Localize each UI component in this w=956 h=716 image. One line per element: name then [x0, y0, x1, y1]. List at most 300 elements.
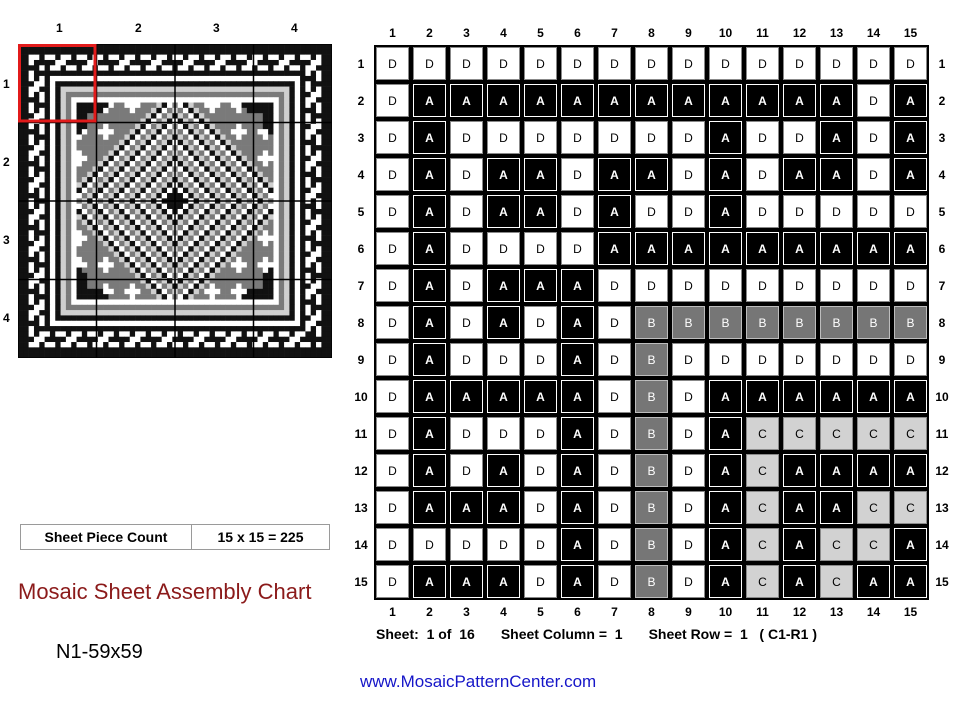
grid-cell-letter: A	[413, 195, 446, 228]
grid-cell	[448, 45, 485, 82]
grid-cell-letter: D	[820, 47, 853, 80]
grid-cell-letter: D	[672, 195, 705, 228]
grid-cell-letter: D	[561, 47, 594, 80]
grid-cell	[485, 119, 522, 156]
column-label-bottom: 4	[500, 605, 507, 619]
grid-cell	[744, 378, 781, 415]
grid-cell	[522, 304, 559, 341]
grid-cell	[559, 526, 596, 563]
grid-cell-letter: A	[487, 380, 520, 413]
grid-cell	[374, 119, 411, 156]
grid-cell-letter: D	[450, 47, 483, 80]
grid-cell-letter: B	[672, 306, 705, 339]
grid-cell-letter: D	[598, 306, 631, 339]
grid-cell-letter: D	[598, 528, 631, 561]
grid-cell-letter: D	[376, 491, 409, 524]
grid-cell-letter: A	[709, 121, 742, 154]
grid-cell	[670, 415, 707, 452]
grid-cell	[596, 452, 633, 489]
grid-cell	[596, 193, 633, 230]
grid-cell	[707, 563, 744, 600]
grid-cell-letter: D	[598, 269, 631, 302]
grid-cell	[374, 304, 411, 341]
grid-cell	[818, 267, 855, 304]
grid-cell-letter: A	[857, 232, 890, 265]
grid-cell	[781, 452, 818, 489]
pattern-thumbnail	[18, 44, 332, 358]
grid-cell	[374, 452, 411, 489]
row-label-right: 11	[935, 427, 949, 441]
row-label-left: 14	[354, 538, 368, 552]
grid-cell-letter: C	[820, 565, 853, 598]
grid-cell-letter: A	[820, 121, 853, 154]
grid-cell-letter: D	[894, 269, 927, 302]
grid-cell	[633, 230, 670, 267]
grid-cell-letter: D	[450, 121, 483, 154]
grid-cell-letter: A	[450, 380, 483, 413]
grid-cell-letter: D	[857, 84, 890, 117]
grid-cell-letter: D	[598, 121, 631, 154]
grid-cell	[448, 526, 485, 563]
column-label-bottom: 14	[866, 605, 881, 619]
grid-cell	[744, 489, 781, 526]
grid-cell-letter: A	[783, 454, 816, 487]
grid-cell	[670, 378, 707, 415]
grid-cell	[596, 489, 633, 526]
row-label-right: 4	[938, 168, 946, 182]
grid-cell	[744, 82, 781, 119]
grid-cell-letter: D	[524, 417, 557, 450]
grid-cell	[855, 304, 892, 341]
row-label-right: 10	[935, 390, 949, 404]
grid-cell	[411, 489, 448, 526]
grid-cell-letter: D	[746, 121, 779, 154]
grid-cell	[670, 304, 707, 341]
row-label-left: 3	[357, 131, 365, 145]
grid-cell-letter: B	[635, 491, 668, 524]
grid-cell	[522, 341, 559, 378]
grid-cell-letter: A	[487, 491, 520, 524]
grid-cell	[707, 341, 744, 378]
grid-cell	[411, 45, 448, 82]
grid-cell-letter: D	[857, 195, 890, 228]
grid-cell	[707, 526, 744, 563]
grid-cell	[633, 193, 670, 230]
grid-cell	[522, 230, 559, 267]
column-label-bottom: 10	[718, 605, 733, 619]
grid-cell-letter: D	[524, 454, 557, 487]
grid-cell	[855, 489, 892, 526]
grid-cell-letter: B	[635, 306, 668, 339]
grid-cell	[448, 415, 485, 452]
grid-cell	[892, 378, 929, 415]
column-label-top: 1	[389, 26, 396, 40]
grid-cell-letter: A	[820, 491, 853, 524]
grid-cell	[485, 304, 522, 341]
website-link[interactable]: www.MosaicPatternCenter.com	[360, 672, 597, 691]
grid-cell-letter: C	[746, 565, 779, 598]
grid-cell	[633, 489, 670, 526]
row-label-right: 6	[938, 242, 946, 256]
grid-cell-letter: D	[487, 343, 520, 376]
grid-cell	[855, 341, 892, 378]
row-label-right: 8	[938, 316, 946, 330]
grid-cell	[744, 230, 781, 267]
grid-cell-letter: D	[635, 269, 668, 302]
grid-cell-letter: D	[450, 232, 483, 265]
grid-cell-letter: D	[635, 47, 668, 80]
grid-cell	[448, 230, 485, 267]
grid-cell	[448, 193, 485, 230]
grid-cell-letter: D	[450, 454, 483, 487]
grid-cell-letter: D	[672, 417, 705, 450]
grid-cell-letter: D	[487, 417, 520, 450]
grid-cell	[559, 415, 596, 452]
grid-cell	[855, 45, 892, 82]
grid-cell	[892, 119, 929, 156]
grid-cell-letter: D	[376, 84, 409, 117]
grid-cell	[781, 415, 818, 452]
grid-cell	[411, 341, 448, 378]
grid-cell-letter: B	[709, 306, 742, 339]
grid-cell-letter: C	[857, 417, 890, 450]
grid-cell	[448, 489, 485, 526]
grid-cell	[744, 267, 781, 304]
grid-cell	[818, 82, 855, 119]
grid-cell	[485, 341, 522, 378]
grid-cell-letter: A	[894, 121, 927, 154]
grid-cell-letter: A	[524, 84, 557, 117]
grid-cell	[818, 341, 855, 378]
grid-cell	[522, 193, 559, 230]
grid-cell-letter: D	[487, 232, 520, 265]
grid-cell	[892, 230, 929, 267]
grid-cell	[781, 267, 818, 304]
grid-cell	[670, 489, 707, 526]
grid-cell-letter: A	[413, 306, 446, 339]
column-label-bottom: 2	[426, 605, 433, 619]
grid-cell	[522, 415, 559, 452]
grid-cell-letter: D	[672, 121, 705, 154]
grid-cell	[559, 45, 596, 82]
grid-cell	[448, 119, 485, 156]
grid-cell-letter: D	[635, 195, 668, 228]
grid-cell-letter: A	[598, 232, 631, 265]
grid-cell	[374, 230, 411, 267]
grid-cell-letter: D	[672, 269, 705, 302]
grid-cell	[448, 82, 485, 119]
grid-cell	[781, 563, 818, 600]
grid-cell-letter: A	[894, 232, 927, 265]
grid-cell	[670, 267, 707, 304]
thumb-col-label-4: 4	[291, 21, 298, 35]
grid-cell	[559, 267, 596, 304]
grid-cell-letter: A	[783, 232, 816, 265]
grid-cell	[781, 341, 818, 378]
grid-cell-letter: C	[894, 491, 927, 524]
grid-cell-letter: B	[635, 380, 668, 413]
grid-cell	[781, 489, 818, 526]
grid-cell-letter: C	[746, 491, 779, 524]
row-label-right: 7	[938, 279, 946, 293]
grid-cell-letter: A	[894, 454, 927, 487]
grid-cell-letter: D	[783, 195, 816, 228]
grid-cell	[374, 526, 411, 563]
grid-cell	[485, 415, 522, 452]
grid-cell-letter: D	[524, 528, 557, 561]
grid-cell	[744, 119, 781, 156]
grid-cell	[485, 526, 522, 563]
grid-cell-letter: D	[783, 343, 816, 376]
row-label-right: 9	[938, 353, 946, 367]
row-label-left: 1	[357, 57, 365, 71]
grid-cell-letter: D	[524, 47, 557, 80]
grid-cell	[707, 156, 744, 193]
grid-cell-letter: A	[524, 195, 557, 228]
grid-cell	[707, 193, 744, 230]
grid-cell-letter: A	[598, 195, 631, 228]
grid-cell	[485, 452, 522, 489]
grid-cell	[374, 267, 411, 304]
grid-cell	[485, 156, 522, 193]
column-label-bottom: 9	[685, 605, 692, 619]
grid-cell	[670, 230, 707, 267]
grid-cell	[707, 452, 744, 489]
grid-cell	[559, 304, 596, 341]
grid-cell-letter: A	[413, 380, 446, 413]
grid-cell	[855, 378, 892, 415]
grid-cell	[744, 341, 781, 378]
grid-cell	[744, 415, 781, 452]
grid-cell	[633, 341, 670, 378]
column-label-bottom: 1	[389, 605, 396, 619]
grid-cell-letter: D	[783, 269, 816, 302]
grid-cell-letter: A	[413, 565, 446, 598]
sheet-info	[376, 626, 817, 642]
grid-cell	[670, 119, 707, 156]
grid-cell	[670, 45, 707, 82]
row-label-right: 3	[938, 131, 946, 145]
grid-cell-letter: B	[746, 306, 779, 339]
grid-cell-letter: A	[524, 158, 557, 191]
grid-cell	[818, 230, 855, 267]
grid-cell	[633, 563, 670, 600]
grid-cell	[411, 304, 448, 341]
grid-cell	[596, 230, 633, 267]
grid-cell	[670, 82, 707, 119]
grid-cell-letter: A	[561, 380, 594, 413]
grid-cell	[744, 452, 781, 489]
grid-cell-letter: D	[413, 528, 446, 561]
grid-cell-letter: D	[524, 565, 557, 598]
row-label-left: 13	[354, 501, 368, 515]
column-label-top: 5	[537, 26, 544, 40]
column-label-bottom: 3	[463, 605, 470, 619]
grid-cell-letter: A	[413, 269, 446, 302]
thumb-row-label-4: 4	[3, 311, 10, 325]
grid-cell-letter: D	[672, 454, 705, 487]
grid-cell	[707, 230, 744, 267]
grid-cell-letter: D	[487, 528, 520, 561]
grid-cell-letter: A	[709, 528, 742, 561]
pattern-id: N1-59x59	[56, 641, 143, 663]
grid-cell	[596, 341, 633, 378]
grid-cell-letter: D	[894, 195, 927, 228]
grid-cell	[892, 341, 929, 378]
column-label-top: 11	[756, 26, 769, 40]
piece-count-table	[20, 524, 330, 550]
grid-cell-letter: A	[561, 269, 594, 302]
grid-cell-letter: D	[746, 269, 779, 302]
grid-cell-letter: A	[709, 380, 742, 413]
grid-cell	[781, 230, 818, 267]
grid-cell-letter: C	[820, 417, 853, 450]
grid-cell-letter: D	[561, 232, 594, 265]
row-label-left: 5	[357, 205, 365, 219]
grid-cell-letter: A	[820, 84, 853, 117]
grid-cell	[781, 304, 818, 341]
grid-cell	[670, 341, 707, 378]
grid-cell	[411, 563, 448, 600]
grid-cell-letter: A	[487, 195, 520, 228]
grid-cell-letter: D	[598, 454, 631, 487]
grid-cell	[485, 378, 522, 415]
grid-cell-letter: D	[376, 528, 409, 561]
grid-cell	[633, 415, 670, 452]
grid-cell	[855, 82, 892, 119]
grid-cell	[522, 82, 559, 119]
grid-cell-letter: D	[709, 343, 742, 376]
grid-cell-letter: A	[561, 565, 594, 598]
sheet-number: Sheet: 1 of 16	[376, 626, 475, 642]
row-label-left: 9	[357, 353, 365, 367]
grid-cell-letter: D	[783, 47, 816, 80]
row-label-left: 11	[354, 427, 368, 441]
grid-cell-letter: A	[561, 306, 594, 339]
grid-cell	[374, 378, 411, 415]
grid-cell	[596, 304, 633, 341]
grid-cell-letter: D	[894, 343, 927, 376]
grid-cell-letter: D	[524, 121, 557, 154]
grid-cell-letter: A	[561, 491, 594, 524]
grid-cell-letter: D	[672, 47, 705, 80]
grid-cell	[411, 452, 448, 489]
grid-cell	[892, 45, 929, 82]
column-label-bottom: 6	[574, 605, 581, 619]
grid-cell	[596, 378, 633, 415]
column-label-top: 3	[463, 26, 470, 40]
grid-cell	[559, 563, 596, 600]
grid-cell	[707, 267, 744, 304]
grid-cell-letter: A	[783, 84, 816, 117]
grid-cell-letter: D	[376, 343, 409, 376]
grid-cell-letter: D	[783, 121, 816, 154]
grid-cell-letter: A	[894, 565, 927, 598]
column-label-top: 8	[648, 26, 655, 40]
grid-cell	[559, 193, 596, 230]
row-label-left: 6	[357, 242, 365, 256]
grid-cell-letter: A	[561, 84, 594, 117]
column-label-top: 10	[718, 26, 733, 40]
grid-cell	[485, 193, 522, 230]
grid-cell-letter: C	[857, 528, 890, 561]
grid-cell	[596, 119, 633, 156]
grid-cell-letter: A	[413, 232, 446, 265]
grid-cell-letter: D	[672, 380, 705, 413]
grid-cell	[707, 82, 744, 119]
grid-cell	[374, 193, 411, 230]
grid-cell-letter: A	[487, 158, 520, 191]
grid-cell-letter: B	[635, 528, 668, 561]
grid-cell	[374, 82, 411, 119]
column-label-bottom: 13	[829, 605, 844, 619]
grid-cell-letter: D	[413, 47, 446, 80]
grid-cell-letter: D	[857, 121, 890, 154]
grid-cell-letter: C	[783, 417, 816, 450]
grid-cell	[707, 415, 744, 452]
grid-cell-letter: A	[820, 454, 853, 487]
grid-cell-letter: B	[635, 454, 668, 487]
grid-cell-letter: D	[376, 158, 409, 191]
grid-cell	[596, 415, 633, 452]
grid-cell-letter: A	[820, 380, 853, 413]
row-label-right: 2	[938, 94, 946, 108]
grid-cell-letter: D	[746, 195, 779, 228]
column-label-top: 14	[866, 26, 881, 40]
grid-cell	[559, 156, 596, 193]
grid-cell-letter: A	[450, 84, 483, 117]
grid-cell-letter: D	[635, 121, 668, 154]
grid-cell-letter: C	[857, 491, 890, 524]
grid-cell-letter: A	[635, 84, 668, 117]
grid-cell	[522, 526, 559, 563]
grid-cell-letter: A	[524, 380, 557, 413]
grid-cell	[559, 341, 596, 378]
column-label-bottom: 7	[611, 605, 618, 619]
row-label-right: 14	[935, 538, 949, 552]
grid-cell-letter: C	[746, 417, 779, 450]
column-label-bottom: 8	[648, 605, 655, 619]
column-label-top: 4	[500, 26, 507, 40]
grid-cell	[448, 156, 485, 193]
column-label-top: 13	[829, 26, 844, 40]
row-label-left: 2	[357, 94, 365, 108]
grid-cell-letter: D	[746, 47, 779, 80]
grid-cell	[781, 526, 818, 563]
thumb-col-label-2: 2	[135, 21, 142, 35]
grid-cell-letter: D	[376, 195, 409, 228]
grid-cell	[374, 341, 411, 378]
grid-cell	[818, 489, 855, 526]
grid-cell	[374, 156, 411, 193]
grid-cell	[559, 119, 596, 156]
grid-cell	[818, 415, 855, 452]
grid-cell-letter: A	[709, 232, 742, 265]
grid-cell-letter: D	[672, 158, 705, 191]
column-label-top: 6	[574, 26, 581, 40]
grid-cell	[633, 378, 670, 415]
grid-cell-letter: A	[598, 84, 631, 117]
grid-cell	[892, 489, 929, 526]
grid-cell	[559, 230, 596, 267]
grid-cell	[411, 267, 448, 304]
grid-cell-letter: D	[672, 565, 705, 598]
grid-cell	[818, 119, 855, 156]
grid-cell-letter: D	[376, 417, 409, 450]
grid-cell-letter: D	[820, 269, 853, 302]
thumb-row-label-1: 1	[3, 77, 10, 91]
grid-cell-letter: A	[561, 454, 594, 487]
